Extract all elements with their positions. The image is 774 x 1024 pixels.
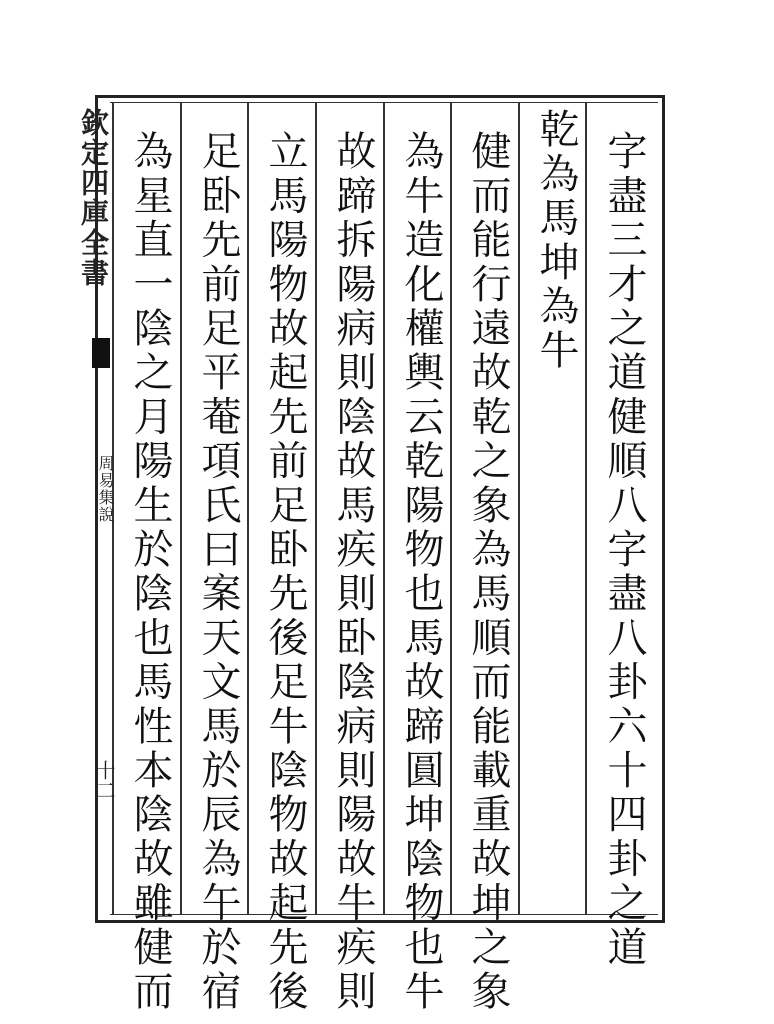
fishtail-mark bbox=[92, 338, 110, 368]
column-divider bbox=[247, 102, 249, 914]
text-column-1: 字盡三才之道健順八字盡八卦六十四卦之道 bbox=[601, 130, 647, 970]
text-column-3: 健而能行遠故乾之象為馬順而能載重故坤之象 bbox=[465, 130, 511, 1014]
text-column-5: 故蹄拆陽病則陰故馬疾則卧陰病則陽故牛疾則 bbox=[330, 130, 376, 1014]
text-column-4: 為牛造化權輿云乾陽物也馬故蹄圓坤陰物也牛 bbox=[398, 130, 444, 1014]
column-divider bbox=[450, 102, 452, 914]
banxin-title: 欽定四庫全書 bbox=[77, 108, 110, 288]
column-divider bbox=[315, 102, 317, 914]
text-column-6: 立馬陽物故起先前足卧先後足牛陰物故起先後 bbox=[262, 130, 308, 1014]
banxin-page-number: 十二 bbox=[92, 760, 116, 800]
text-column-8: 為星直一陰之月陽生於陰也馬性本陰故雖健而 bbox=[127, 130, 173, 1014]
text-column-7: 足卧先前足平菴項氏曰案天文馬於辰為午於宿 bbox=[195, 130, 241, 1014]
column-divider bbox=[518, 102, 520, 914]
column-divider bbox=[383, 102, 385, 914]
text-column-2-heading: 乾為馬坤為牛 bbox=[533, 108, 579, 374]
column-divider bbox=[585, 102, 587, 914]
banxin-book-title: 周易集說 bbox=[96, 455, 115, 523]
column-divider bbox=[180, 102, 182, 914]
